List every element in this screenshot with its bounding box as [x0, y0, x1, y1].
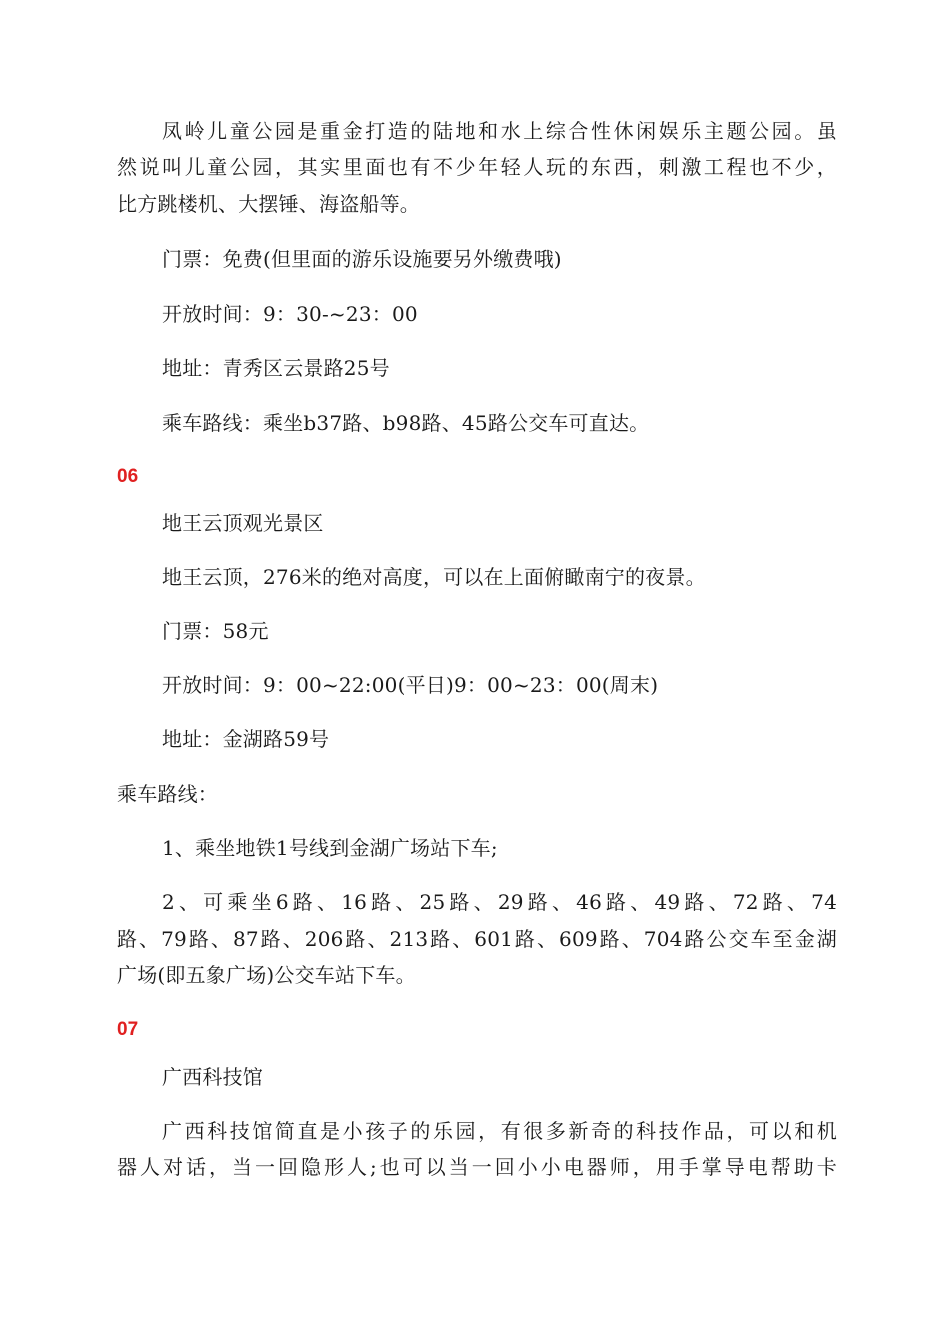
section06-route-2-line-1: 2、可乘坐6路、16路、25路、29路、46路、49路、72路、74 [162, 890, 837, 914]
park-ticket: 门票：免费(但里面的游乐设施要另外缴费哦) [162, 247, 562, 271]
section06-route-label: 乘车路线： [117, 782, 218, 806]
section06-route-1: 1、乘坐地铁1号线到金湖广场站下车; [162, 836, 498, 860]
park-hours: 开放时间：9：30-~23：00 [162, 302, 418, 326]
park-intro-line-2: 然说叫儿童公园，其实里面也有不少年轻人玩的东西，刺激工程也不少， [117, 155, 837, 179]
section06-ticket: 门票：58元 [162, 619, 269, 643]
section07-intro-line-2: 器人对话，当一回隐形人;也可以当一回小小电器师，用手掌导电帮助卡 [117, 1155, 837, 1179]
park-intro-line-1: 凤岭儿童公园是重金打造的陆地和水上综合性休闲娱乐主题公园。虽 [162, 119, 837, 143]
park-route: 乘车路线：乘坐b37路、b98路、45路公交车可直达。 [162, 411, 650, 435]
section07-intro-line-1: 广西科技馆简直是小孩子的乐园，有很多新奇的科技作品，可以和机 [162, 1119, 837, 1143]
section06-route-2-line-3: 广场(即五象广场)公交车站下车。 [117, 963, 416, 987]
section06-route-2-line-2: 路、79路、87路、206路、213路、601路、609路、704路公交车至金湖 [117, 927, 837, 951]
section-number-06: 06 [117, 466, 139, 487]
park-address: 地址：青秀区云景路25号 [162, 356, 390, 380]
section06-hours: 开放时间：9：00~22:00(平日)9：00~23：00(周末) [162, 673, 659, 697]
section07-title: 广西科技馆 [162, 1065, 263, 1089]
section06-intro: 地王云顶，276米的绝对高度，可以在上面俯瞰南宁的夜景。 [162, 565, 706, 589]
section-number-07: 07 [117, 1019, 139, 1040]
section06-address: 地址：金湖路59号 [162, 727, 330, 751]
park-intro-line-3: 比方跳楼机、大摆锤、海盗船等。 [117, 192, 420, 216]
section06-title: 地王云顶观光景区 [162, 511, 324, 535]
